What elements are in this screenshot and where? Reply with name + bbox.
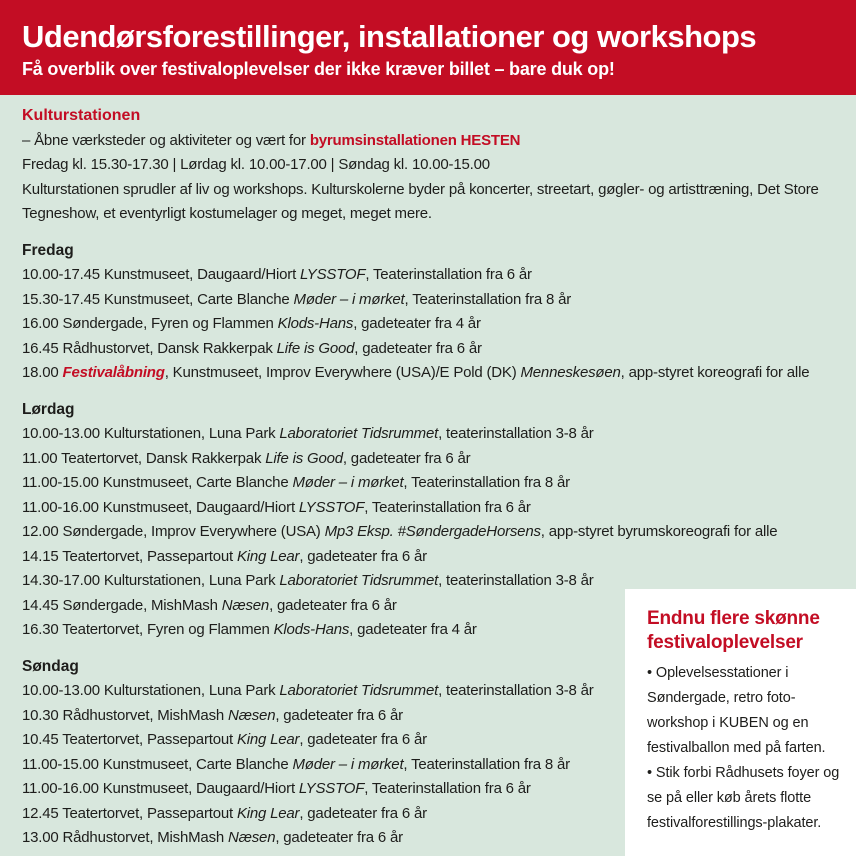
event-show-title: LYSSTOF	[298, 498, 365, 516]
event-text: , gadeteater fra 6 år	[269, 596, 397, 614]
event-line	[22, 361, 834, 386]
event-text: , gadeteater fra 6 år	[299, 547, 427, 565]
event-show-title: Møder – i mørket	[292, 474, 404, 491]
bullet-text: Oplevelsesstationer i Søndergade, retro foto-workshop i KUBEN og en festivalballon med på farten.	[647, 665, 826, 756]
intro-description: Kulturstationen sprudler af liv og workshops. Kulturskolerne byder på koncerter, streetart, gøgler- og artisttræning, Det Store Tegneshow, et eventyrligt kostumelager og meget, meget mere.	[22, 180, 819, 222]
event-text: 11.00-16.00 Kunstmuseet, Daugaard/Hiort	[22, 498, 299, 516]
intro-heading: Kulturstationen	[22, 107, 141, 124]
event-line	[22, 520, 834, 545]
header-banner	[0, 0, 856, 95]
bullet-icon: •	[647, 665, 656, 681]
event-line	[22, 496, 834, 521]
event-show-title: Klods-Hans	[273, 621, 350, 638]
event-text: 10.00-13.00 Kulturstationen, Luna Park	[22, 682, 280, 699]
event-text: 10.30 Rådhustorvet, MishMash	[22, 706, 228, 724]
intro-section	[22, 104, 834, 227]
event-text: 11.00-15.00 Kunstmuseet, Carte Blanche	[22, 755, 293, 773]
event-text: , Teaterinstallation fra 6 år	[364, 780, 531, 797]
event-text: , Teaterinstallation fra 8 år	[403, 755, 570, 773]
event-text: , teaterinstallation 3-8 år	[438, 425, 594, 442]
event-text: 13.00 Rådhustorvet, MishMash	[22, 829, 228, 846]
event-text: 10.45 Teatertorvet, Passepartout	[22, 731, 237, 748]
event-text: 16.00 Søndergade, Fyren og Flammen	[22, 315, 278, 332]
event-line	[22, 337, 834, 362]
event-show-title: Life is Good	[276, 339, 355, 357]
page-subtitle: Få overblik over festivaloplevelser der ikke kræver billet – bare duk op!	[22, 59, 615, 79]
event-show-title: Næsen	[227, 829, 276, 846]
event-show-title: Mp3 Eksp. #SøndergadeHorsens	[324, 523, 541, 540]
event-show-title: King Lear	[236, 804, 300, 822]
event-show-title: King Lear	[236, 547, 300, 565]
day-section	[22, 239, 834, 386]
event-text: , gadeteater fra 6 år	[354, 339, 482, 357]
page-title: Udendørsforestillinger, installationer og workshops	[22, 20, 757, 54]
event-show-title: LYSSTOF	[298, 780, 365, 797]
event-line	[22, 263, 834, 288]
event-text: 14.15 Teatertorvet, Passepartout	[22, 547, 237, 565]
intro-host-prefix: – Åbne værksteder og aktiviteter og vært for	[22, 131, 310, 149]
event-line	[22, 422, 834, 447]
event-show-title: Næsen	[221, 596, 270, 614]
event-text: , gadeteater fra 4 år	[349, 621, 477, 638]
event-show-title: Klods-Hans	[277, 315, 354, 332]
event-line	[22, 704, 615, 729]
event-text: 12.45 Teatertorvet, Passepartout	[22, 804, 237, 822]
event-show-title: Festivalåbning	[62, 364, 165, 381]
event-text: , gadeteater fra 6 år	[275, 829, 403, 846]
event-text: 10.00-17.45 Kunstmuseet, Daugaard/Hiort	[22, 266, 301, 283]
event-text: 18.00	[22, 364, 63, 381]
event-text: 14.30-17.00 Kulturstationen, Luna Park	[22, 572, 280, 589]
event-line	[22, 728, 615, 753]
event-show-title: Møder – i mørket	[292, 755, 404, 773]
event-text: , app-styret koreografi for alle	[620, 364, 810, 381]
event-line	[22, 679, 615, 704]
event-text: , gadeteater fra 6 år	[299, 731, 427, 748]
sidebar-box	[625, 589, 856, 856]
event-text: 14.45 Søndergade, MishMash	[22, 596, 222, 614]
event-show-title: Næsen	[227, 706, 276, 724]
event-line	[22, 545, 834, 570]
event-line	[22, 288, 834, 313]
event-show-title: King Lear	[236, 731, 300, 748]
event-text: 11.00-16.00 Kunstmuseet, Daugaard/Hiort	[22, 780, 299, 797]
event-line	[22, 594, 615, 619]
bullet-icon: •	[647, 765, 656, 781]
event-text: , teaterinstallation 3-8 år	[438, 682, 594, 699]
event-show-title: Laboratoriet Tidsrummet	[279, 572, 439, 589]
day-heading: Søndag	[22, 657, 79, 675]
event-line	[22, 802, 615, 827]
event-text: 11.00 Teatertorvet, Dansk Rakkerpak	[22, 449, 266, 467]
intro-host-line	[22, 129, 834, 154]
event-text: 16.45 Rådhustorvet, Dansk Rakkerpak	[22, 339, 277, 357]
event-line	[22, 618, 615, 643]
event-show-title: Laboratoriet Tidsrummet	[279, 682, 439, 699]
event-line	[22, 447, 834, 472]
event-text: , Kunstmuseet, Improv Everywhere (USA)/E Pold (DK)	[164, 364, 521, 381]
event-line	[22, 753, 615, 778]
event-show-title: Laboratoriet Tidsrummet	[279, 425, 439, 442]
sidebar-heading: Endnu flere skønne festivaloplevelser	[647, 608, 820, 653]
event-line	[22, 826, 615, 851]
event-show-title: Møder – i mørket	[293, 290, 405, 308]
day-heading: Lørdag	[22, 400, 75, 418]
sidebar-bullet	[647, 661, 840, 761]
event-text: , gadeteater fra 6 år	[299, 804, 427, 822]
event-text: , Teaterinstallation fra 6 år	[364, 498, 531, 516]
event-text: , Teaterinstallation fra 8 år	[404, 290, 572, 308]
event-text: , gadeteater fra 4 år	[353, 315, 481, 332]
event-text: 15.30-17.45 Kunstmuseet, Carte Blanche	[22, 290, 294, 308]
event-text: , gadeteater fra 6 år	[342, 449, 471, 467]
event-text: , gadeteater fra 6 år	[275, 706, 403, 724]
event-line	[22, 471, 834, 496]
event-line	[22, 312, 834, 337]
event-show-title: LYSSTOF	[300, 266, 366, 283]
sidebar-bullet	[647, 761, 840, 836]
event-text: , Teaterinstallation fra 6 år	[365, 266, 532, 283]
intro-times: Fredag kl. 15.30-17.30 | Lørdag kl. 10.00-17.00 | Søndag kl. 10.00-15.00	[22, 156, 490, 173]
event-text: 16.30 Teatertorvet, Fyren og Flammen	[22, 621, 274, 638]
event-text: 12.00 Søndergade, Improv Everywhere (USA)	[22, 523, 325, 540]
event-text: , app-styret byrumskoreografi for alle	[540, 523, 778, 540]
event-text: , Teaterinstallation fra 8 år	[403, 474, 570, 491]
event-text: , teaterinstallation 3-8 år	[438, 572, 594, 589]
sidebar-bullet-list	[647, 661, 840, 836]
event-show-title: Life is Good	[265, 449, 343, 467]
event-line	[22, 777, 615, 802]
event-show-title: Menneskesøen	[520, 364, 621, 381]
intro-host-highlight: byrumsinstallationen HESTEN	[309, 131, 521, 149]
event-text: 10.00-13.00 Kulturstationen, Luna Park	[22, 425, 280, 442]
event-text: 11.00-15.00 Kunstmuseet, Carte Blanche	[22, 474, 293, 491]
day-heading: Fredag	[22, 241, 74, 259]
bullet-text: Stik forbi Rådhusets foyer og se på eller køb årets flotte festivalforestillings-plakater.	[647, 765, 840, 831]
event-line	[22, 569, 615, 594]
